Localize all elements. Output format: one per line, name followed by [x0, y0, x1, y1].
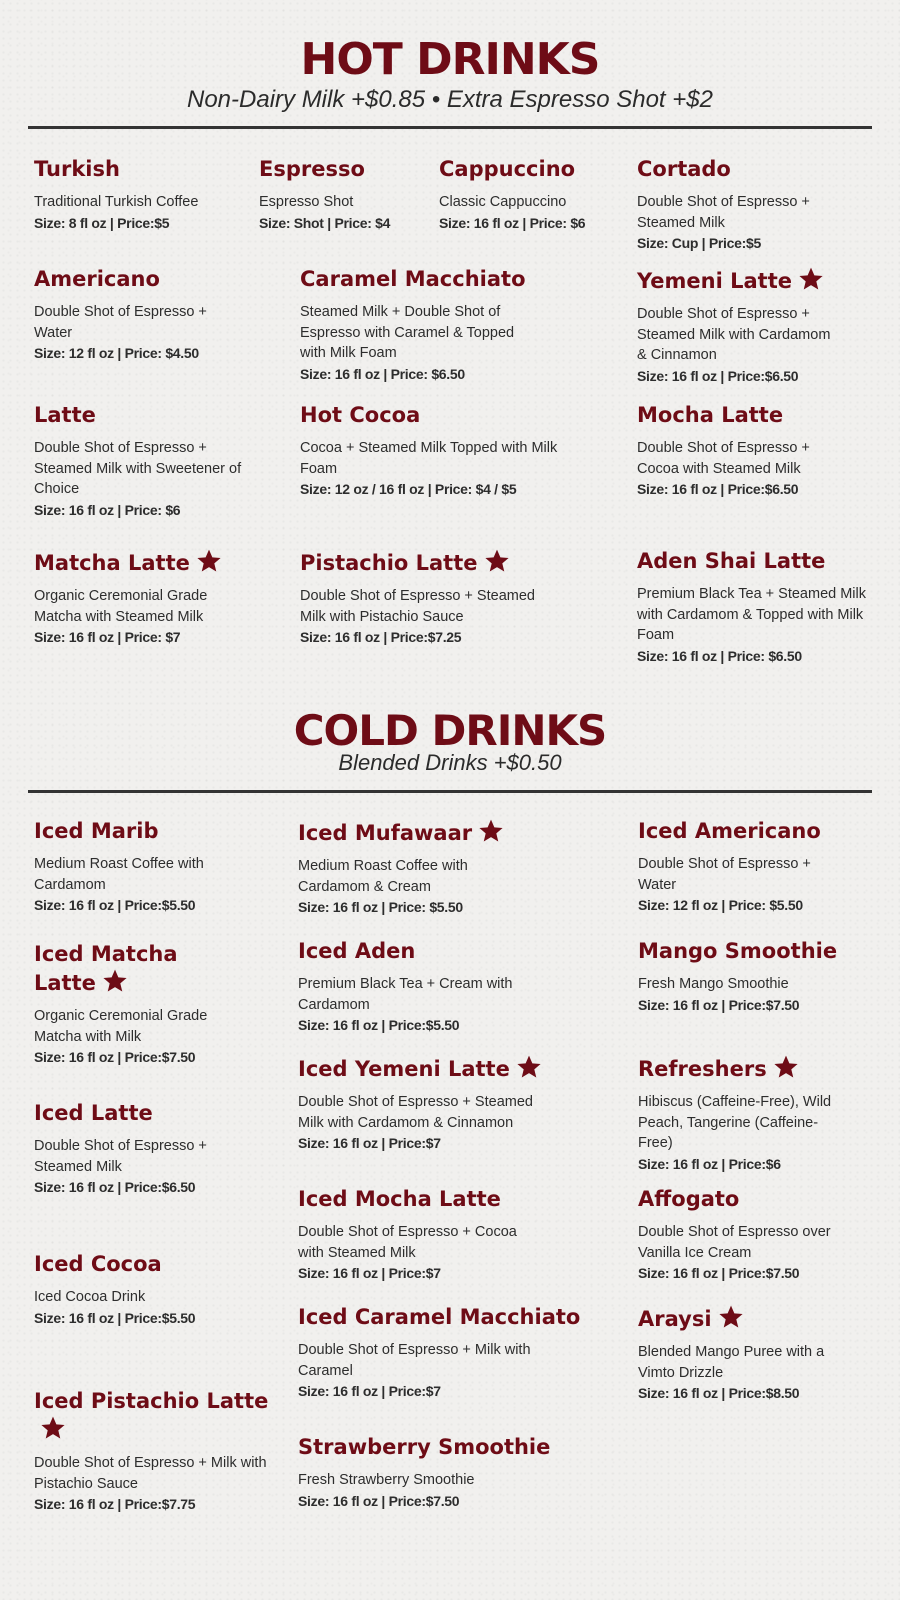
item-name: Iced Mufawaar — [298, 821, 473, 845]
item-description: Premium Black Tea + Cream with Cardamom — [298, 976, 513, 1013]
menu-item-aden-shai-latte — [637, 548, 877, 666]
item-description: Double Shot of Espresso + Water — [638, 856, 811, 893]
menu-item-iced-yemeni-latte — [298, 1054, 538, 1153]
item-size-price: Size: 16 fl oz | Price:$7.50 — [34, 1049, 196, 1065]
item-description: Double Shot of Espresso + Milk with Pistachio Sauce — [34, 1455, 267, 1492]
star-icon — [102, 968, 128, 994]
item-name: Refreshers — [638, 1057, 767, 1081]
menu-item-refreshers — [638, 1054, 848, 1174]
item-name: Araysi — [638, 1307, 712, 1331]
item-name: Affogato — [638, 1187, 740, 1211]
item-description: Iced Cocoa Drink — [34, 1289, 146, 1305]
menu-item-americano — [34, 266, 239, 363]
item-name: Matcha Latte — [34, 551, 190, 575]
menu-item-iced-mocha-latte — [298, 1186, 518, 1283]
menu-item-latte — [34, 402, 259, 520]
item-size-price: Size: 16 fl oz | Price:$5.50 — [34, 1309, 196, 1326]
item-name: Aden Shai Latte — [637, 549, 826, 573]
hot-divider — [28, 126, 872, 129]
item-size-price: Size: 8 fl oz | Price:$5 — [34, 214, 170, 231]
item-name: Cappuccino — [439, 157, 576, 181]
item-name: Iced Matcha Latte — [34, 942, 178, 995]
item-size-price: Size: 16 fl oz | Price: $6 — [34, 501, 181, 518]
item-description: Double Shot of Espresso + Steamed Milk with Cardamom & Cinnamon — [298, 1094, 533, 1131]
item-name-row — [300, 548, 535, 577]
menu-item-yemeni-latte — [637, 266, 842, 386]
item-size-price: Size: 16 fl oz | Price:$7 — [298, 1265, 441, 1281]
item-name-row — [34, 548, 249, 577]
item-size-price: Size: 16 fl oz | Price:$5.50 — [298, 1017, 460, 1033]
hot-drinks-subtitle: Non-Dairy Milk +$0.85 • Extra Espresso Shot +$2 — [187, 86, 713, 113]
item-size-price: Size: 16 fl oz | Price:$7.50 — [638, 996, 800, 1013]
item-name: Iced Marib — [34, 819, 159, 843]
item-size-price: Size: 16 fl oz | Price:$6.50 — [637, 481, 799, 497]
item-size-price: Size: 16 fl oz | Price:$6 — [638, 1155, 781, 1172]
item-size-price: Size: 12 fl oz | Price: $5.50 — [638, 897, 803, 913]
item-description: Double Shot of Espresso + Water — [34, 304, 207, 341]
item-name: Iced Cocoa — [34, 1252, 162, 1276]
menu-item-iced-mufawaar — [298, 818, 538, 917]
menu-item-mango-smoothie — [638, 938, 858, 1015]
star-icon — [40, 1415, 66, 1441]
item-name: Iced Americano — [638, 819, 821, 843]
menu-item-turkish — [34, 156, 244, 233]
menu-item-mocha-latte — [637, 402, 842, 499]
item-size-price: Size: 16 fl oz | Price: $5.50 — [298, 899, 463, 915]
item-size-price: Size: Shot | Price: $4 — [259, 214, 391, 231]
item-name-row — [298, 818, 538, 847]
menu-item-espresso — [259, 156, 429, 233]
item-name: Iced Mocha Latte — [298, 1187, 501, 1211]
item-description: Fresh Strawberry Smoothie — [298, 1472, 475, 1488]
menu-item-matcha-latte — [34, 548, 249, 647]
menu-item-iced-caramel-macchiato — [298, 1304, 581, 1401]
item-size-price: Size: 16 fl oz | Price:$6.50 — [34, 1179, 196, 1195]
item-name: Iced Yemeni Latte — [298, 1057, 510, 1081]
menu-item-iced-aden — [298, 938, 518, 1035]
item-description: Premium Black Tea + Steamed Milk with Cardamom & Topped with Milk Foam — [637, 586, 866, 643]
item-description: Medium Roast Coffee with Cardamom — [34, 856, 204, 893]
item-description: Double Shot of Espresso + Steamed Milk with Sweetener of Choice — [34, 440, 242, 497]
item-name-row — [34, 1388, 269, 1444]
item-name: Mango Smoothie — [638, 939, 838, 963]
item-size-price: Size: 16 fl oz | Price:$7.50 — [298, 1492, 460, 1509]
item-size-price: Size: 12 fl oz | Price: $4.50 — [34, 345, 199, 361]
item-size-price: Size: 16 fl oz | Price: $6.50 — [637, 647, 802, 664]
menu-item-cappuccino — [439, 156, 629, 233]
item-size-price: Size: Cup | Price:$5 — [637, 235, 761, 251]
menu-item-pistachio-latte — [300, 548, 535, 647]
item-description: Steamed Milk + Double Shot of Espresso with Caramel & Topped with Milk Foam — [300, 304, 515, 361]
menu-item-strawberry-smoothie — [298, 1434, 551, 1511]
item-description: Double Shot of Espresso + Cocoa with Steamed Milk — [637, 440, 810, 477]
item-description: Double Shot of Espresso + Steamed Milk — [637, 194, 810, 231]
item-name-row — [638, 1054, 848, 1083]
item-name-row — [637, 266, 842, 295]
item-description: Organic Ceremonial Grade Matcha with Steamed Milk — [34, 588, 208, 625]
star-icon — [516, 1054, 542, 1080]
star-icon — [484, 548, 510, 574]
item-size-price: Size: 16 fl oz | Price:$7.25 — [300, 629, 462, 645]
item-name: Caramel Macchiato — [300, 267, 526, 291]
item-size-price: Size: 16 fl oz | Price:$8.50 — [638, 1385, 800, 1401]
item-description: Traditional Turkish Coffee — [34, 194, 199, 210]
item-name: Yemeni Latte — [637, 269, 792, 293]
item-description: Double Shot of Espresso over Vanilla Ice Cream — [638, 1224, 831, 1261]
item-description: Organic Ceremonial Grade Matcha with Milk — [34, 1008, 208, 1045]
item-name: Turkish — [34, 157, 120, 181]
item-name: Iced Latte — [34, 1101, 153, 1125]
item-size-price: Size: 16 fl oz | Price: $7 — [34, 629, 181, 645]
menu-item-iced-marib — [34, 818, 249, 915]
star-icon — [718, 1304, 744, 1330]
item-description: Cocoa + Steamed Milk Topped with Milk Foam — [300, 440, 558, 477]
item-description: Double Shot of Espresso + Milk with Caramel — [298, 1342, 531, 1379]
item-name-row — [34, 941, 244, 997]
item-size-price: Size: 16 fl oz | Price:$5.50 — [34, 897, 196, 913]
item-name: Americano — [34, 267, 160, 291]
menu-item-affogato — [638, 1186, 838, 1283]
hot-drinks-title: HOT DRINKS — [300, 34, 600, 85]
item-description: Medium Roast Coffee with Cardamom & Cream — [298, 858, 468, 895]
item-name: Iced Caramel Macchiato — [298, 1305, 581, 1329]
menu-item-araysi — [638, 1304, 838, 1403]
cold-drinks-title: COLD DRINKS — [293, 706, 607, 755]
item-description: Hibiscus (Caffeine-Free), Wild Peach, Tangerine (Caffeine-Free) — [638, 1094, 832, 1151]
item-size-price: Size: 16 fl oz | Price:$6.50 — [637, 367, 799, 384]
item-description: Espresso Shot — [259, 194, 354, 210]
item-name: Iced Pistachio Latte — [34, 1389, 269, 1413]
item-size-price: Size: 16 fl oz | Price: $6.50 — [300, 365, 465, 382]
item-description: Blended Mango Puree with a Vimto Drizzle — [638, 1344, 825, 1381]
item-size-price: Size: 16 fl oz | Price:$7 — [298, 1135, 441, 1151]
item-description: Double Shot of Espresso + Cocoa with Steamed Milk — [298, 1224, 517, 1261]
item-description: Classic Cappuccino — [439, 194, 567, 210]
item-size-price: Size: 16 fl oz | Price:$7.75 — [34, 1496, 196, 1512]
item-size-price: Size: 12 oz / 16 fl oz | Price: $4 / $5 — [300, 481, 517, 497]
cold-drinks-subtitle: Blended Drinks +$0.50 — [338, 750, 562, 775]
item-name-row — [638, 1304, 838, 1333]
item-name: Hot Cocoa — [300, 403, 421, 427]
item-description: Fresh Mango Smoothie — [638, 976, 789, 992]
star-icon — [773, 1054, 799, 1080]
star-icon — [196, 548, 222, 574]
menu-item-caramel-macchiato — [300, 266, 540, 384]
item-name-row — [298, 1054, 538, 1083]
item-name: Strawberry Smoothie — [298, 1435, 551, 1459]
item-name: Pistachio Latte — [300, 551, 478, 575]
item-name: Latte — [34, 403, 96, 427]
item-name: Cortado — [637, 157, 731, 181]
star-icon — [478, 818, 504, 844]
star-icon — [798, 266, 824, 292]
menu-item-cortado — [637, 156, 837, 253]
item-name: Mocha Latte — [637, 403, 784, 427]
item-description: Double Shot of Espresso + Steamed Milk with Pistachio Sauce — [300, 588, 535, 625]
menu-item-hot-cocoa — [300, 402, 565, 499]
item-name: Espresso — [259, 157, 365, 181]
menu-item-iced-pistachio-latte — [34, 1388, 269, 1514]
menu-item-iced-latte — [34, 1100, 249, 1197]
item-description: Double Shot of Espresso + Steamed Milk with Cardamom & Cinnamon — [637, 306, 831, 363]
cold-divider — [28, 790, 872, 793]
item-size-price: Size: 16 fl oz | Price:$7.50 — [638, 1265, 800, 1281]
item-size-price: Size: 16 fl oz | Price:$7 — [298, 1383, 441, 1399]
menu-item-iced-americano — [638, 818, 838, 915]
menu-item-iced-matcha-latte — [34, 941, 244, 1067]
menu-item-iced-cocoa — [34, 1251, 249, 1328]
item-name: Iced Aden — [298, 939, 416, 963]
item-description: Double Shot of Espresso + Steamed Milk — [34, 1138, 207, 1175]
item-size-price: Size: 16 fl oz | Price: $6 — [439, 214, 586, 231]
